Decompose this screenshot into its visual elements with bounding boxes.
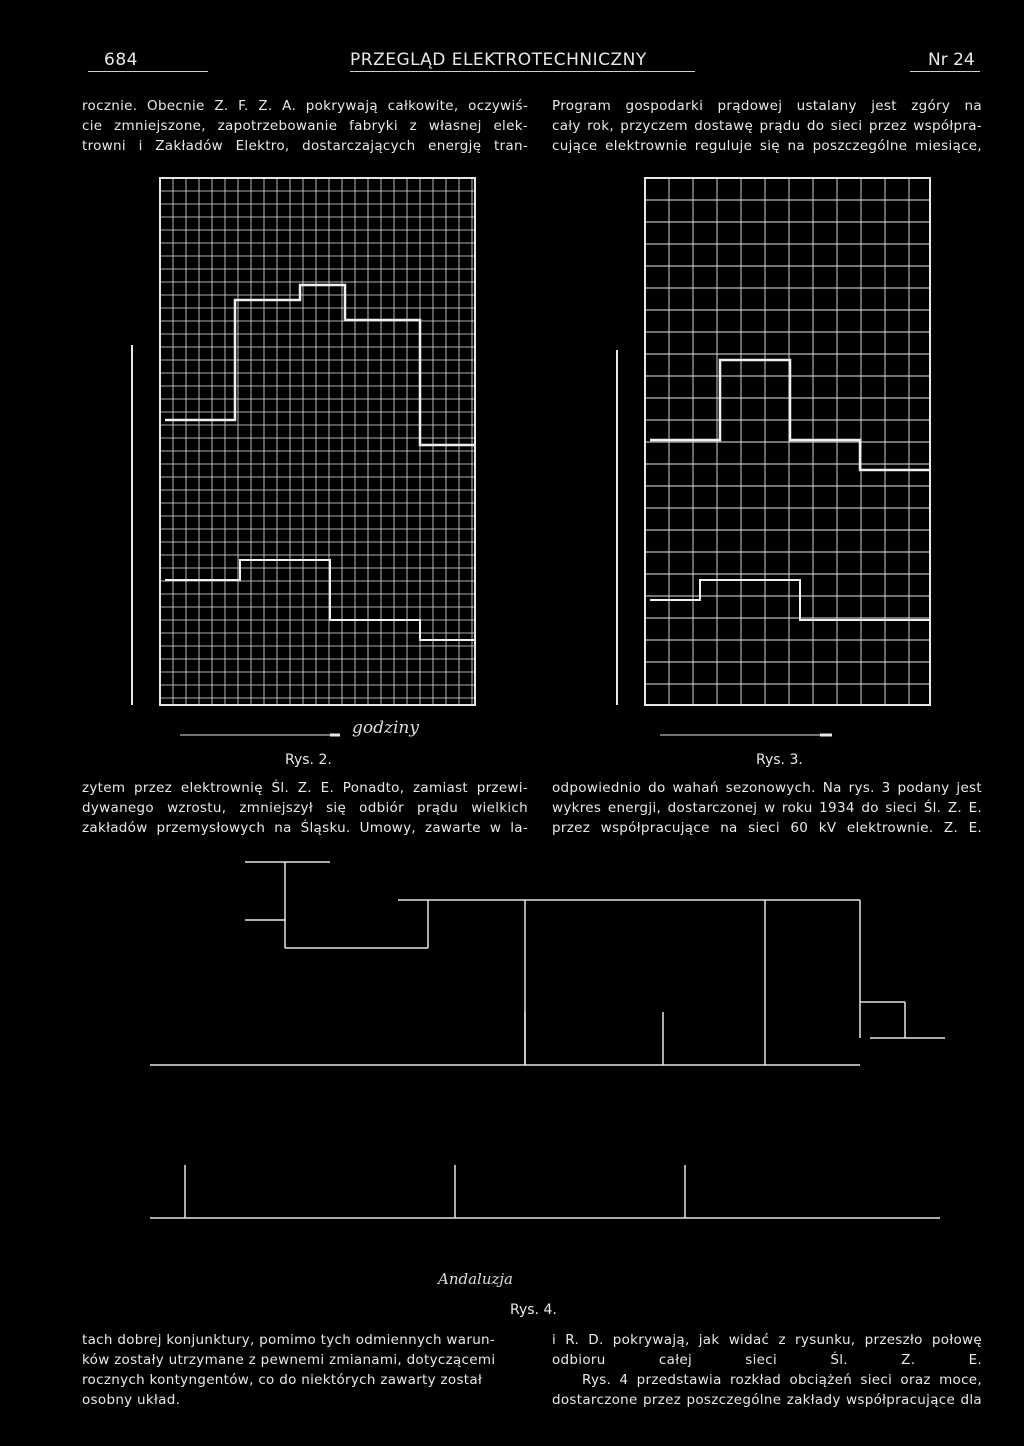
figure-2-caption: Rys. 2. bbox=[285, 752, 332, 768]
figure-3-energy-chart bbox=[617, 178, 930, 735]
text-line: ków zostały utrzymane z pewnemi zmianami, dotyczącemi bbox=[82, 1352, 496, 1368]
text-line: cały rok, przyczem dostawę prądu do sieci przez współpra- bbox=[552, 118, 982, 134]
middle-left-column bbox=[82, 778, 528, 838]
text-line: tach dobrej konjunktury, pomimo tych odmiennych warun- bbox=[82, 1332, 496, 1348]
text-line: rocznie. Obecnie Z. F. Z. A. pokrywają całkowite, oczywiś- bbox=[82, 98, 528, 114]
figure-3-frame bbox=[645, 178, 930, 705]
load-curve-upper bbox=[165, 285, 475, 445]
text-line: dostarczone przez poszczególne zakłady współpracujące dla bbox=[552, 1392, 982, 1408]
text-line: osobny układ. bbox=[82, 1392, 181, 1408]
text-line: odpowiednio do wahań sezonowych. Na rys. 3 podany jest bbox=[552, 780, 982, 796]
text-line: przez współpracujące na sieci 60 kV elektrownie. Z. E. bbox=[552, 820, 982, 836]
figure-4-caption: Rys. 4. bbox=[510, 1302, 557, 1318]
text-line: rocznych kontyngentów, co do niektórych zawarty został bbox=[82, 1372, 483, 1388]
journal-title: PRZEGLĄD ELEKTROTECHNICZNY bbox=[350, 50, 647, 70]
text-line: Rys. 4 przedstawia rozkład obciążeń sieci oraz moce, bbox=[582, 1372, 982, 1388]
energy-curve-lower bbox=[650, 580, 930, 620]
figure-4-load-distribution bbox=[150, 862, 945, 1218]
middle-right-column bbox=[552, 778, 982, 838]
page-number: 684 bbox=[104, 50, 138, 70]
figure-2-load-chart bbox=[132, 178, 475, 735]
figure-4-label: Andaluzja bbox=[438, 1270, 513, 1288]
text-line: zytem przez elektrownię Śl. Z. E. Ponadto, zamiast przewi- bbox=[82, 780, 528, 796]
energy-curve-upper bbox=[650, 360, 930, 470]
text-line: trowni i Zakładów Elektro, dostarczających energję tran- bbox=[82, 138, 528, 154]
figure-3-caption: Rys. 3. bbox=[756, 752, 803, 768]
text-line: cujące elektrownie reguluje się na poszczególne miesiące, bbox=[552, 138, 982, 154]
text-line: cie zmniejszone, zapotrzebowanie fabryki z własnej elek- bbox=[82, 118, 528, 134]
text-line: Program gospodarki prądowej ustalany jest zgóry na bbox=[552, 98, 982, 114]
load-curve-lower bbox=[165, 560, 475, 640]
text-line: dywanego wzrostu, zmniejszył się odbiór prądu wielkich bbox=[82, 800, 528, 816]
text-line: wykres energji, dostarczonej w roku 1934 do sieci Śl. Z. E. bbox=[552, 800, 982, 816]
text-line: i R. D. pokrywają, jak widać z rysunku, przeszło połowę bbox=[552, 1332, 982, 1348]
text-line: zakładów przemysłowych na Śląsku. Umowy, zawarte w la- bbox=[82, 820, 528, 836]
issue-number: Nr 24 bbox=[928, 50, 975, 70]
bottom-left-column bbox=[82, 1330, 528, 1410]
figure-2-frame bbox=[160, 178, 475, 705]
figure-2-axis-label: godziny bbox=[352, 718, 419, 738]
bottom-right-column bbox=[552, 1330, 982, 1410]
text-line: odbioru całej sieci Śl. Z. E. bbox=[552, 1352, 982, 1368]
